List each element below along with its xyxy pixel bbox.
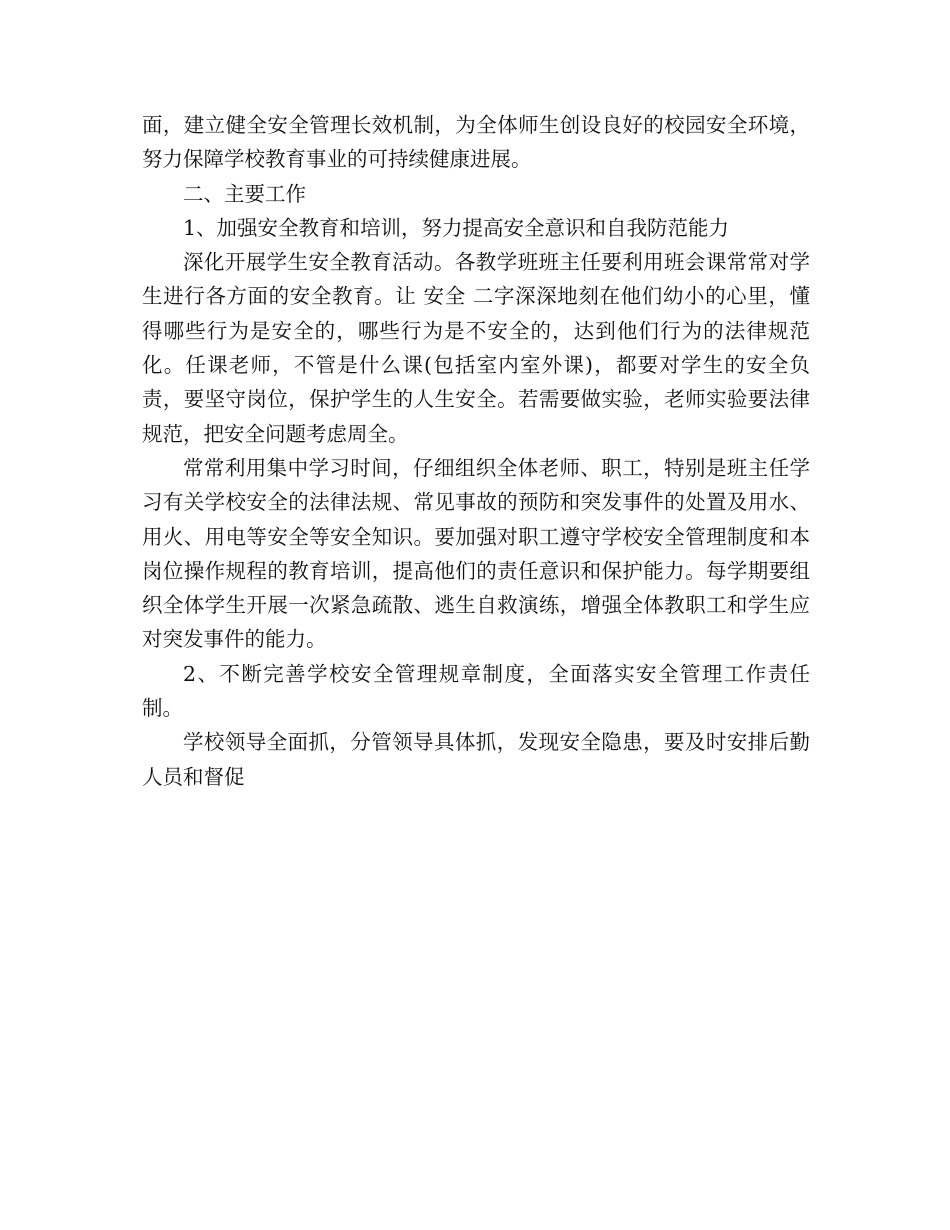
subheading-safety-regulations: 2、不断完善学校安全管理规章制度，全面落实安全管理工作责任制。 — [142, 661, 810, 721]
paragraph-leadership-responsibility: 学校领导全面抓，分管领导具体抓，发现安全隐患，要及时安排后勤人员和督促 — [142, 730, 810, 789]
paragraph-continuation: 面，建立健全安全管理长效机制，为全体师生创设良好的校园安全环境，努力保障学校教育事业的可持续健康进展。 — [142, 113, 810, 172]
section-heading-main-work: 二、主要工作 — [183, 181, 306, 206]
document-body — [142, 108, 810, 794]
paragraph-staff-training: 常常利用集中学习时间，仔细组织全体老师、职工，特别是班主任学习有关学校安全的法律法规、常见事故的预防和突发事件的处置及用水、用火、用电等安全等安全知识。要加强对职工遵守学校安全管理制度和本岗位操作规程的教育培训，提高他们的责任意识和保护能力。每学期要组织全体学生开展一次紧急疏散、逃生自救演练，增强全体教职工和学生应对突发事件的能力。 — [142, 455, 810, 652]
subheading-safety-education: 1、加强安全教育和培训，努力提高安全意识和自我防范能力 — [183, 215, 730, 240]
paragraph-student-safety-education: 深化开展学生安全教育活动。各教学班班主任要利用班会课常常对学生进行各方面的安全教育。让 安全 二字深深地刻在他们幼小的心里，懂得哪些行为是安全的，哪些行为是不安全的，达到他们行为的法律规范化。任课老师，不管是什么课(包括室内室外课)，都要对学生的安全负责，要坚守岗位，保护学生的人生安全。若需要做实验，老师实验要法律规范，把安全问题考虑周全。 — [142, 250, 810, 446]
